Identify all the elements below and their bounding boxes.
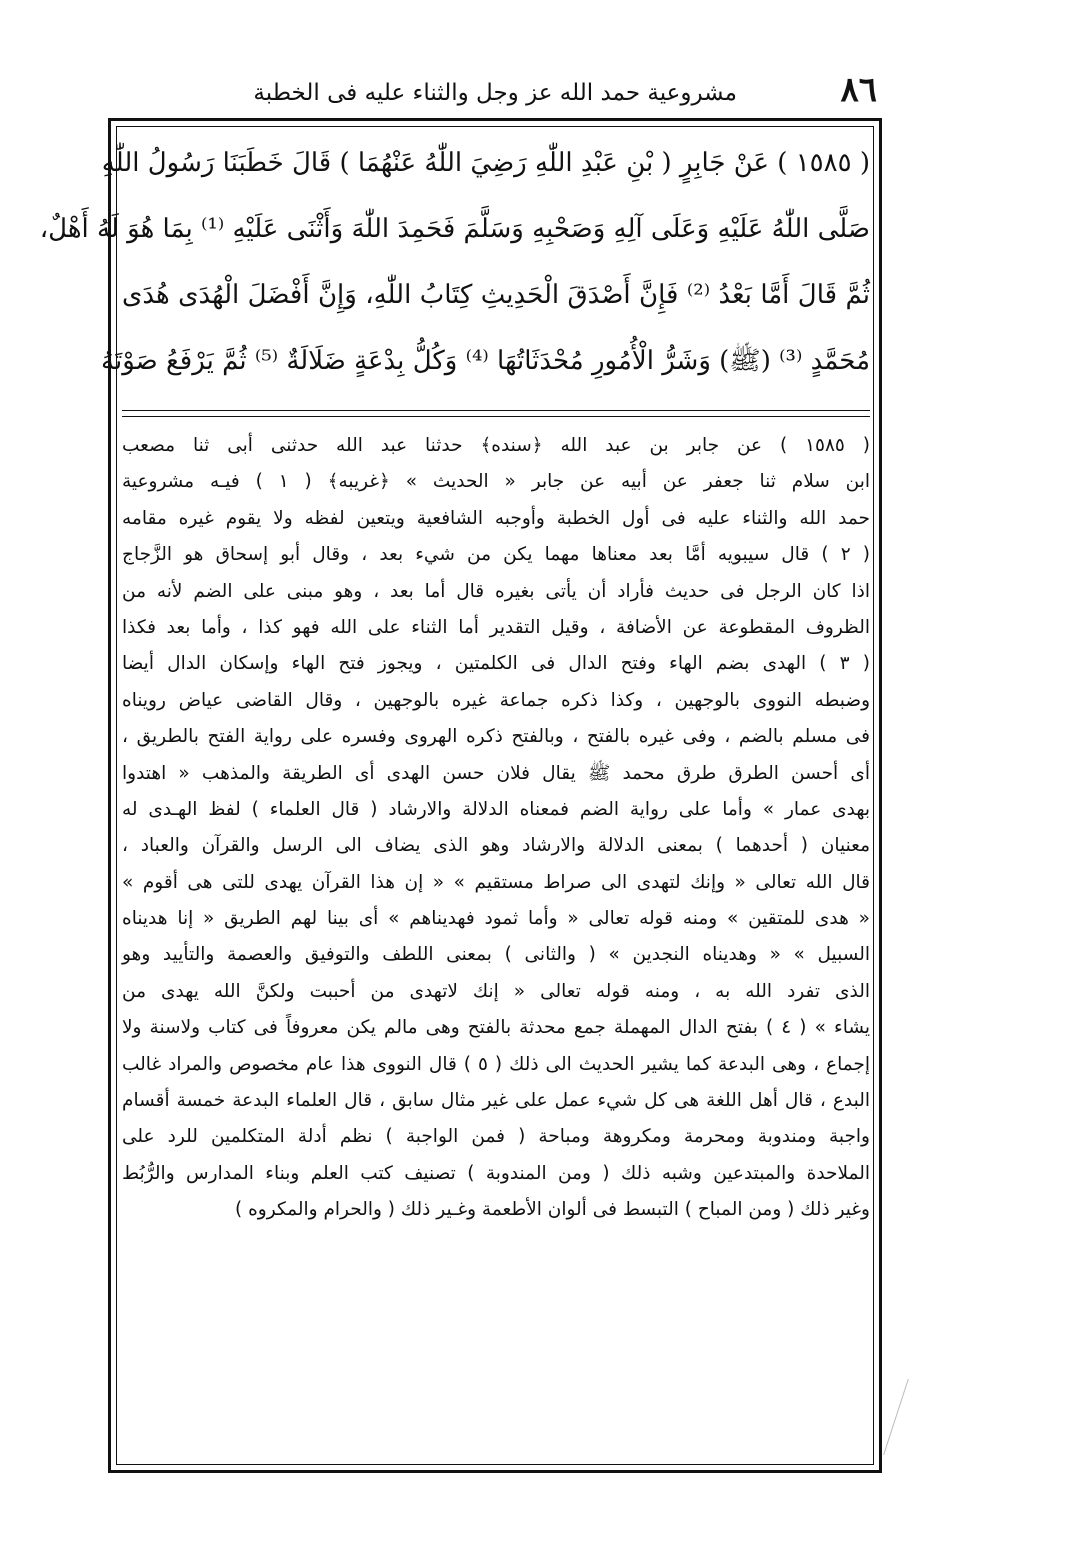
hadith-line: صَلَّى اللّٰهُ عَلَيْهِ وَعَلَى آلِهِ وَصَحْبِهِ وَسَلَّمَ فَحَمِدَ اللّٰهَ وَأَثْنَى عَلَيْهِ ⁽¹⁾ بِمَا هُوَ لَهُ أَهْلٌ، (39, 214, 870, 244)
commentary-line: اذا كان الرجل فى حديث فأراد أن يأتى بغيره قال أما بعد ، وهو مبنى على الضم لأنه من (122, 580, 870, 602)
section-divider (122, 410, 870, 411)
commentary-line: حمد الله والثناء عليه فى أول الخطبة وأوجبه الشافعية ويتعين لفظه ولا يقوم غيره مقامه (122, 507, 870, 529)
section-divider (122, 416, 870, 417)
page-header (112, 70, 877, 116)
commentary-line: ( ١٥٨٥ ) عن جابر بن عبد الله ﴿سنده﴾ حدثنا عبد الله حدثنى أبى ثنا مصعب (122, 435, 870, 456)
commentary-line: واجبة ومندوبة ومحرمة ومكروهة ومباحة ( فمن الواجبة ) نظم أدلة المتكلمين للرد على (122, 1126, 870, 1148)
hadith-line: مُحَمَّدٍ ⁽³⁾ (ﷺ) وَشَرُّ الْأُمُورِ مُحْدَثَاتُهَا ⁽⁴⁾ وَكُلُّ بِدْعَةٍ ضَلَالَةٌ ⁽⁵⁾ ثُمَّ يَرْفَعُ صَوْتَهُ (101, 346, 870, 376)
commentary-line: أى أحسن الطرق طرق محمد ﷺ يقال فلان حسن الهدى أى الطريقة والمذهب « اهتدوا (122, 762, 870, 784)
commentary-line: السبيل » « وهديناه النجدين » ( والثانى ) بمعنى اللطف والتوفيق والعصمة والتأييد وهو (122, 944, 870, 966)
hadith-line: ثُمَّ قَالَ أَمَّا بَعْدُ ⁽²⁾ فَإِنَّ أَصْدَقَ الْحَدِيثِ كِتَابُ اللّٰهِ، وَإِنَّ أَفْضَلَ الْهُدَى هُدَى (122, 280, 870, 310)
commentary-line: قال الله تعالى « وإنك لتهدى الى صراط مستقيم » « إن هذا القرآن يهدى للتى هى أقوم » (122, 871, 870, 893)
commentary-line: الملاحدة والمبتدعين وشبه ذلك ( ومن المندوبة ) تصنيف كتب العلم وبناء المدارس والرُّبُط (122, 1162, 870, 1184)
page-edge-mark (883, 1379, 928, 1462)
commentary-line: ( ٢ ) قال سيبويه أمَّا بعد معناها مهما يكن من شيء بعد ، وقال أبو إسحاق هو الزَّجاج (122, 544, 870, 566)
commentary-line: معنيان ( أحدهما ) بمعنى الدلالة والارشاد وهو الذى يضاف الى الرسل والقرآن والعباد ، (122, 835, 870, 857)
commentary-line: الذى تفرد الله به ، ومنه قوله تعالى « إنك لاتهدى من أحببت ولكنَّ الله يهدى من (122, 980, 870, 1002)
commentary-line: بهدى عمار » وأما على رواية الضم فمعناه الدلالة والارشاد ( قال العلماء ) لفظ الهـدى له (122, 798, 870, 820)
commentary-line: الظروف المقطوعة عن الأضافة ، وقيل التقدير أما الثناء على الله فهو كذا ، وأما بعد فكذا (122, 616, 870, 638)
commentary-line: فى مسلم بالضم ، وفى غيره بالفتح ، وبالفتح ذكره الهروى وفسره على رواية الفتح بالطريق ، (122, 726, 870, 748)
commentary-line: وغير ذلك ( ومن المباح ) التبسط فى ألوان الأطعمة وغـير ذلك ( والحرام والمكروه ) (235, 1199, 870, 1221)
commentary-line: « هدى للمتقين » ومنه قوله تعالى « وأما ثمود فهديناهم » أى بينا لهم الطريق « إنا هديناه (122, 908, 870, 930)
commentary-line: يشاء » ( ٤ ) بفتح الدال المهملة جمع محدثة بالفتح وهى مالم يكن معروفاً فى كتاب ولاسنة ولا (122, 1017, 870, 1039)
commentary-line: البدع ، قال أهل اللغة هى كل شيء عمل على غير مثال سابق ، قال العلماء البدعة خمسة أقسام (122, 1090, 870, 1112)
commentary-line: ابن سلام ثنا جعفر عن أبيه عن جابر « الحديث » ﴿غريبه﴾ ( ١ ) فيـه مشروعية (122, 471, 870, 493)
running-title: مشروعية حمد الله عز وجل والثناء عليه فى الخطبة (253, 80, 737, 106)
commentary-line: ( ٣ ) الهدى بضم الهاء وفتح الدال فى الكلمتين ، ويجوز فتح الهاء وإسكان الدال أيضا (122, 653, 870, 675)
commentary-text (122, 428, 870, 1229)
hadith-text (39, 130, 870, 394)
page-number: ٨٦ (840, 70, 877, 110)
commentary-line: وضبطه النووى بالوجهين ، وكذا ذكره جماعة غيره بالوجهين ، وقال القاضى عياض رويناه (122, 689, 870, 711)
hadith-line: ( ١٥٨٥ ) عَنْ جَابِرٍ ( بْنِ عَبْدِ اللّٰهِ رَضِيَ اللّٰهُ عَنْهُمَا ) قَالَ خَطَبَنَا رَسُولُ اللّٰهِ (101, 148, 870, 178)
commentary-line: إجماع ، وهى البدعة كما يشير الحديث الى ذلك ( ٥ ) قال النووى هذا عام مخصوص والمراد غالب (122, 1053, 870, 1075)
